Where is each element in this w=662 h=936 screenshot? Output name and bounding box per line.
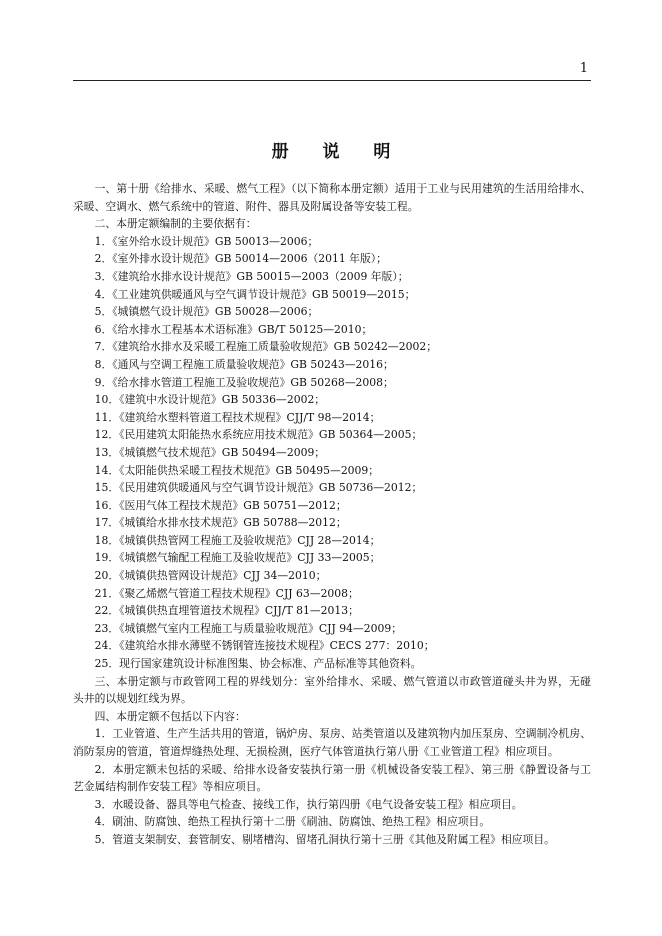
list-item: 6．《给水排水工程基本术语标准》GB/T 50125—2010； <box>94 322 373 336</box>
list-item: 15．《民用建筑供暖通风与空气调节设计规范》GB 50736—2012； <box>94 481 423 495</box>
list-item: 2．《室外排水设计规范》GB 50014—2006（2011 年版）； <box>94 252 387 266</box>
page-title: 册 说 明 <box>271 142 405 162</box>
list-item: 14．《太阳能供热采暖工程技术规范》GB 50495—2009； <box>94 463 380 477</box>
list-item: 13．《城镇燃气技术规范》GB 50494—2009； <box>94 445 326 459</box>
paragraph-boundary: 三、本册定额与市政管网工程的界线划分：室外给排水、采暖、燃气管道以市政管道碰头井为界，无碰头井的以规划红线为界。 <box>73 674 591 706</box>
list-item: 17．《城镇给水排水技术规范》GB 50788—2012； <box>94 516 347 530</box>
list-item: 18．《城镇供热管网工程施工及验收规范》CJJ 28—2014； <box>94 533 381 547</box>
list-item: 8．《通风与空调工程施工质量验收规范》GB 50243—2016； <box>94 357 394 371</box>
list-item: 23．《城镇燃气室内工程施工与质量验收规范》CJJ 94—2009； <box>94 621 403 635</box>
paragraph-scope: 一、第十册《给排水、采暖、燃气工程》（以下简称本册定额）适用于工业与民用建筑的生活用给排水、采暖、空调水、燃气系统中的管道、附件、器具及附属设备等安装工程。 <box>73 182 591 213</box>
paragraph-basis-heading: 二、本册定额编制的主要依据有： <box>94 217 257 231</box>
paragraph-exclusions-heading: 四、本册定额不包括以下内容： <box>94 709 246 723</box>
list-item: 1．工业管道、生产生活共用的管道，锅炉房、泵房、站类管道以及建筑物内加压泵房、空调制冷机房、消防泵房的管道，管道焊缝热处理、无损检测，医疗气体管道执行第八册《工业管道工程》相应项目。 <box>73 727 591 758</box>
page-number: 1 <box>579 61 588 76</box>
list-item: 1．《室外给水设计规范》GB 50013—2006； <box>94 234 319 248</box>
list-item: 20．《城镇供热管网设计规范》CJJ 34—2010； <box>94 569 327 583</box>
list-item: 7．《建筑给水排水及采暖工程施工质量验收规范》GB 50242—2002； <box>94 340 438 354</box>
list-item: 9．《给水排水管道工程施工及验收规范》GB 50268—2008； <box>94 375 394 389</box>
list-item: 21．《聚乙烯燃气管道工程技术规程》CJJ 63—2008； <box>94 586 359 600</box>
list-item: 3．《建筑给水排水设计规范》GB 50015—2003（2009 年版）； <box>94 269 409 283</box>
list-item: 4．刷油、防腐蚀、绝热工程执行第十二册《刷油、防腐蚀、绝热工程》相应项目。 <box>94 815 491 829</box>
list-item: 16．《医用气体工程技术规范》GB 50751—2012； <box>94 498 347 512</box>
document-body <box>73 180 591 849</box>
list-item: 5．管道支架制安、套管制安、剔堵槽沟、留堵孔洞执行第十三册《其他及附属工程》相应项目。 <box>94 832 555 846</box>
list-item: 12．《民用建筑太阳能热水系统应用技术规范》GB 50364—2005； <box>94 428 423 442</box>
list-item: 19．《城镇燃气输配工程施工及验收规范》CJJ 33—2005； <box>94 551 381 565</box>
list-item: 3．水暖设备、器具等电气检查、接线工作，执行第四册《电气设备安装工程》相应项目。 <box>94 797 523 811</box>
list-item: 11．《建筑给水塑料管道工程技术规程》CJJ/T 98—2014； <box>94 410 381 424</box>
list-item: 5．《城镇燃气设计规范》GB 50028—2006； <box>94 305 319 319</box>
list-item: 24．《建筑给水排水薄壁不锈钢管连接技术规程》CECS 277：2010； <box>94 639 435 653</box>
list-item: 25．现行国家建筑设计标准图集、协会标准、产品标准等其他资料。 <box>94 657 422 671</box>
header-rule <box>73 80 591 81</box>
list-item: 10．《建筑中水设计规范》GB 50336—2002； <box>94 393 326 407</box>
list-item: 22．《城镇供热直埋管道技术规程》CJJ/T 81—2013； <box>94 604 359 618</box>
list-item: 4．《工业建筑供暖通风与空气调节设计规范》GB 50019—2015； <box>94 287 416 301</box>
list-item: 2．本册定额未包括的采暖、给排水设备安装执行第一册《机械设备安装工程》、第三册《静置设备与工艺金属结构制作安装工程》等相应项目。 <box>73 762 591 794</box>
